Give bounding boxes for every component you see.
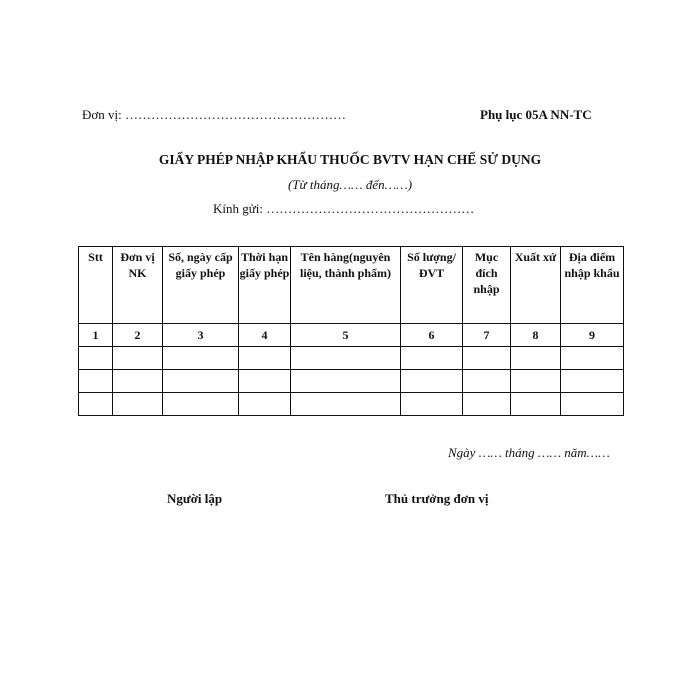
empty-cell bbox=[79, 347, 113, 370]
empty-cell bbox=[239, 393, 291, 416]
empty-cell bbox=[79, 370, 113, 393]
empty-cell bbox=[463, 393, 511, 416]
empty-cell bbox=[291, 393, 401, 416]
index-cell: 7 bbox=[463, 324, 511, 347]
empty-cell bbox=[239, 370, 291, 393]
header-row bbox=[79, 247, 624, 324]
empty-cell bbox=[163, 347, 239, 370]
empty-cell bbox=[511, 347, 561, 370]
preparer-signature-label: Người lập bbox=[167, 491, 223, 506]
empty-cell bbox=[561, 393, 624, 416]
index-cell: 6 bbox=[401, 324, 463, 347]
index-cell: 5 bbox=[291, 324, 401, 347]
table-row bbox=[79, 370, 624, 393]
empty-cell bbox=[401, 393, 463, 416]
col-header-importer: Đơn vị NK bbox=[113, 247, 163, 324]
recipient-line: Kính gửi: ………………………………………… bbox=[213, 201, 475, 216]
empty-cell bbox=[163, 370, 239, 393]
col-header-product-name: Tên hàng(nguyên liệu, thành phẩm) bbox=[291, 247, 401, 324]
empty-cell bbox=[463, 347, 511, 370]
empty-cell bbox=[79, 393, 113, 416]
empty-cell bbox=[401, 370, 463, 393]
col-header-purpose: Mục đích nhập bbox=[463, 247, 511, 324]
index-cell: 4 bbox=[239, 324, 291, 347]
empty-cell bbox=[163, 393, 239, 416]
index-row bbox=[79, 324, 624, 347]
document-title: GIẤY PHÉP NHẬP KHẨU THUỐC BVTV HẠN CHẾ SỬ DỤNG bbox=[158, 152, 542, 167]
import-license-table bbox=[78, 246, 624, 416]
col-header-stt: Stt bbox=[79, 247, 113, 324]
head-of-unit-signature-label: Thủ trưởng đơn vị bbox=[385, 491, 489, 506]
date-line: Ngày …… tháng …… năm…… bbox=[448, 445, 610, 460]
col-header-import-location: Địa điểm nhập khẩu bbox=[561, 247, 624, 324]
index-cell: 9 bbox=[561, 324, 624, 347]
col-header-license-number-date: Số, ngày cấp giấy phép bbox=[163, 247, 239, 324]
index-cell: 2 bbox=[113, 324, 163, 347]
appendix-label: Phụ lục 05A NN-TC bbox=[480, 107, 592, 122]
col-header-license-term: Thời hạn giấy phép bbox=[239, 247, 291, 324]
empty-cell bbox=[113, 347, 163, 370]
empty-cell bbox=[291, 370, 401, 393]
empty-cell bbox=[561, 370, 624, 393]
empty-cell bbox=[561, 347, 624, 370]
empty-cell bbox=[113, 393, 163, 416]
index-cell: 3 bbox=[163, 324, 239, 347]
empty-cell bbox=[239, 347, 291, 370]
col-header-origin: Xuất xứ bbox=[511, 247, 561, 324]
table-row bbox=[79, 393, 624, 416]
empty-cell bbox=[511, 393, 561, 416]
col-header-quantity-unit: Số lượng/ ĐVT bbox=[401, 247, 463, 324]
empty-cell bbox=[113, 370, 163, 393]
empty-cell bbox=[463, 370, 511, 393]
empty-cell bbox=[291, 347, 401, 370]
empty-cell bbox=[401, 347, 463, 370]
period-subtitle: (Từ tháng…… đến……) bbox=[287, 177, 413, 192]
index-cell: 8 bbox=[511, 324, 561, 347]
unit-field: Đơn vị: …………………………………………… bbox=[82, 107, 346, 122]
index-cell: 1 bbox=[79, 324, 113, 347]
empty-cell bbox=[511, 370, 561, 393]
table-row bbox=[79, 347, 624, 370]
